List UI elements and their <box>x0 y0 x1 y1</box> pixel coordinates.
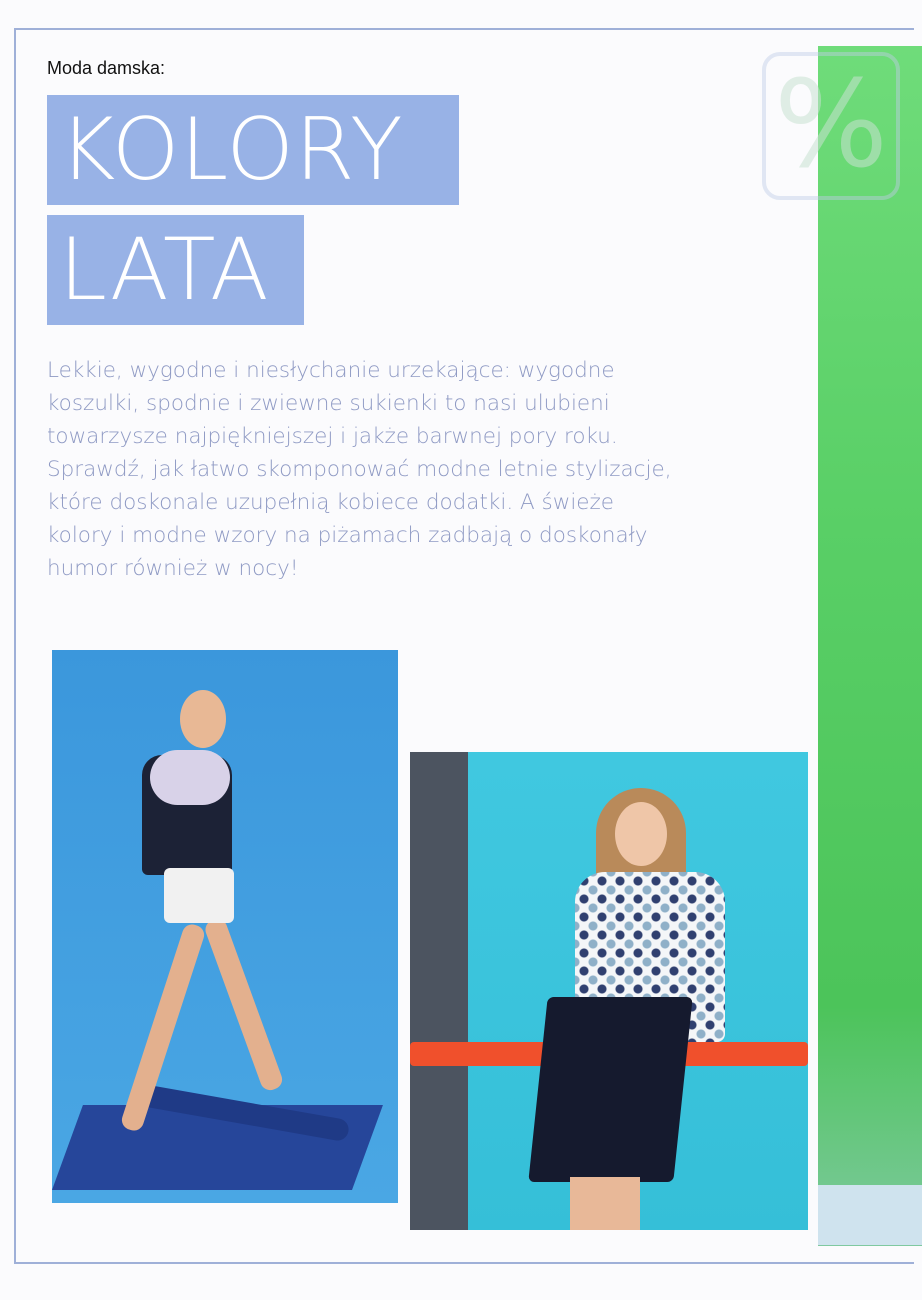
figure-head <box>180 690 226 748</box>
paragraph-line: Sprawdź, jak łatwo skomponować modne letnie stylizacje, <box>47 457 672 482</box>
figure-scarf <box>150 750 230 805</box>
photo-woman-polka-dot-shirt <box>410 752 808 1230</box>
paragraph-line: koszulki, spodnie i zwiewne sukienki to nasi ulubieni <box>47 391 610 416</box>
intro-paragraph <box>47 354 672 585</box>
percent-icon: % <box>762 52 900 200</box>
paragraph-line: towarzysze najpiękniejszej i jakże barwnej pory roku. <box>47 424 618 449</box>
figure-head <box>615 802 667 866</box>
paragraph-line: które doskonale uzupełnią kobiece dodatki. A świeże <box>47 490 615 515</box>
gray-pillar <box>410 752 468 1230</box>
section-kicker: Moda damska: <box>47 58 166 78</box>
paragraph-line: humor również w nocy! <box>47 556 299 581</box>
paragraph-line: kolory i modne wzory na piżamach zadbają o doskonały <box>47 523 648 548</box>
figure-shorts <box>164 868 234 923</box>
paragraph-line: Lekkie, wygodne i niesłychanie urzekające: wygodne <box>47 358 615 383</box>
figure-skirt <box>528 997 692 1182</box>
photo-woman-walking <box>52 650 398 1203</box>
figure-legs <box>570 1177 640 1230</box>
headline-line-2: LATA <box>47 215 304 325</box>
side-green-panel <box>818 46 922 1246</box>
figure-leg <box>203 916 285 1093</box>
headline-line-1: KOLORY <box>47 95 459 205</box>
side-panel-footer <box>818 1185 922 1245</box>
